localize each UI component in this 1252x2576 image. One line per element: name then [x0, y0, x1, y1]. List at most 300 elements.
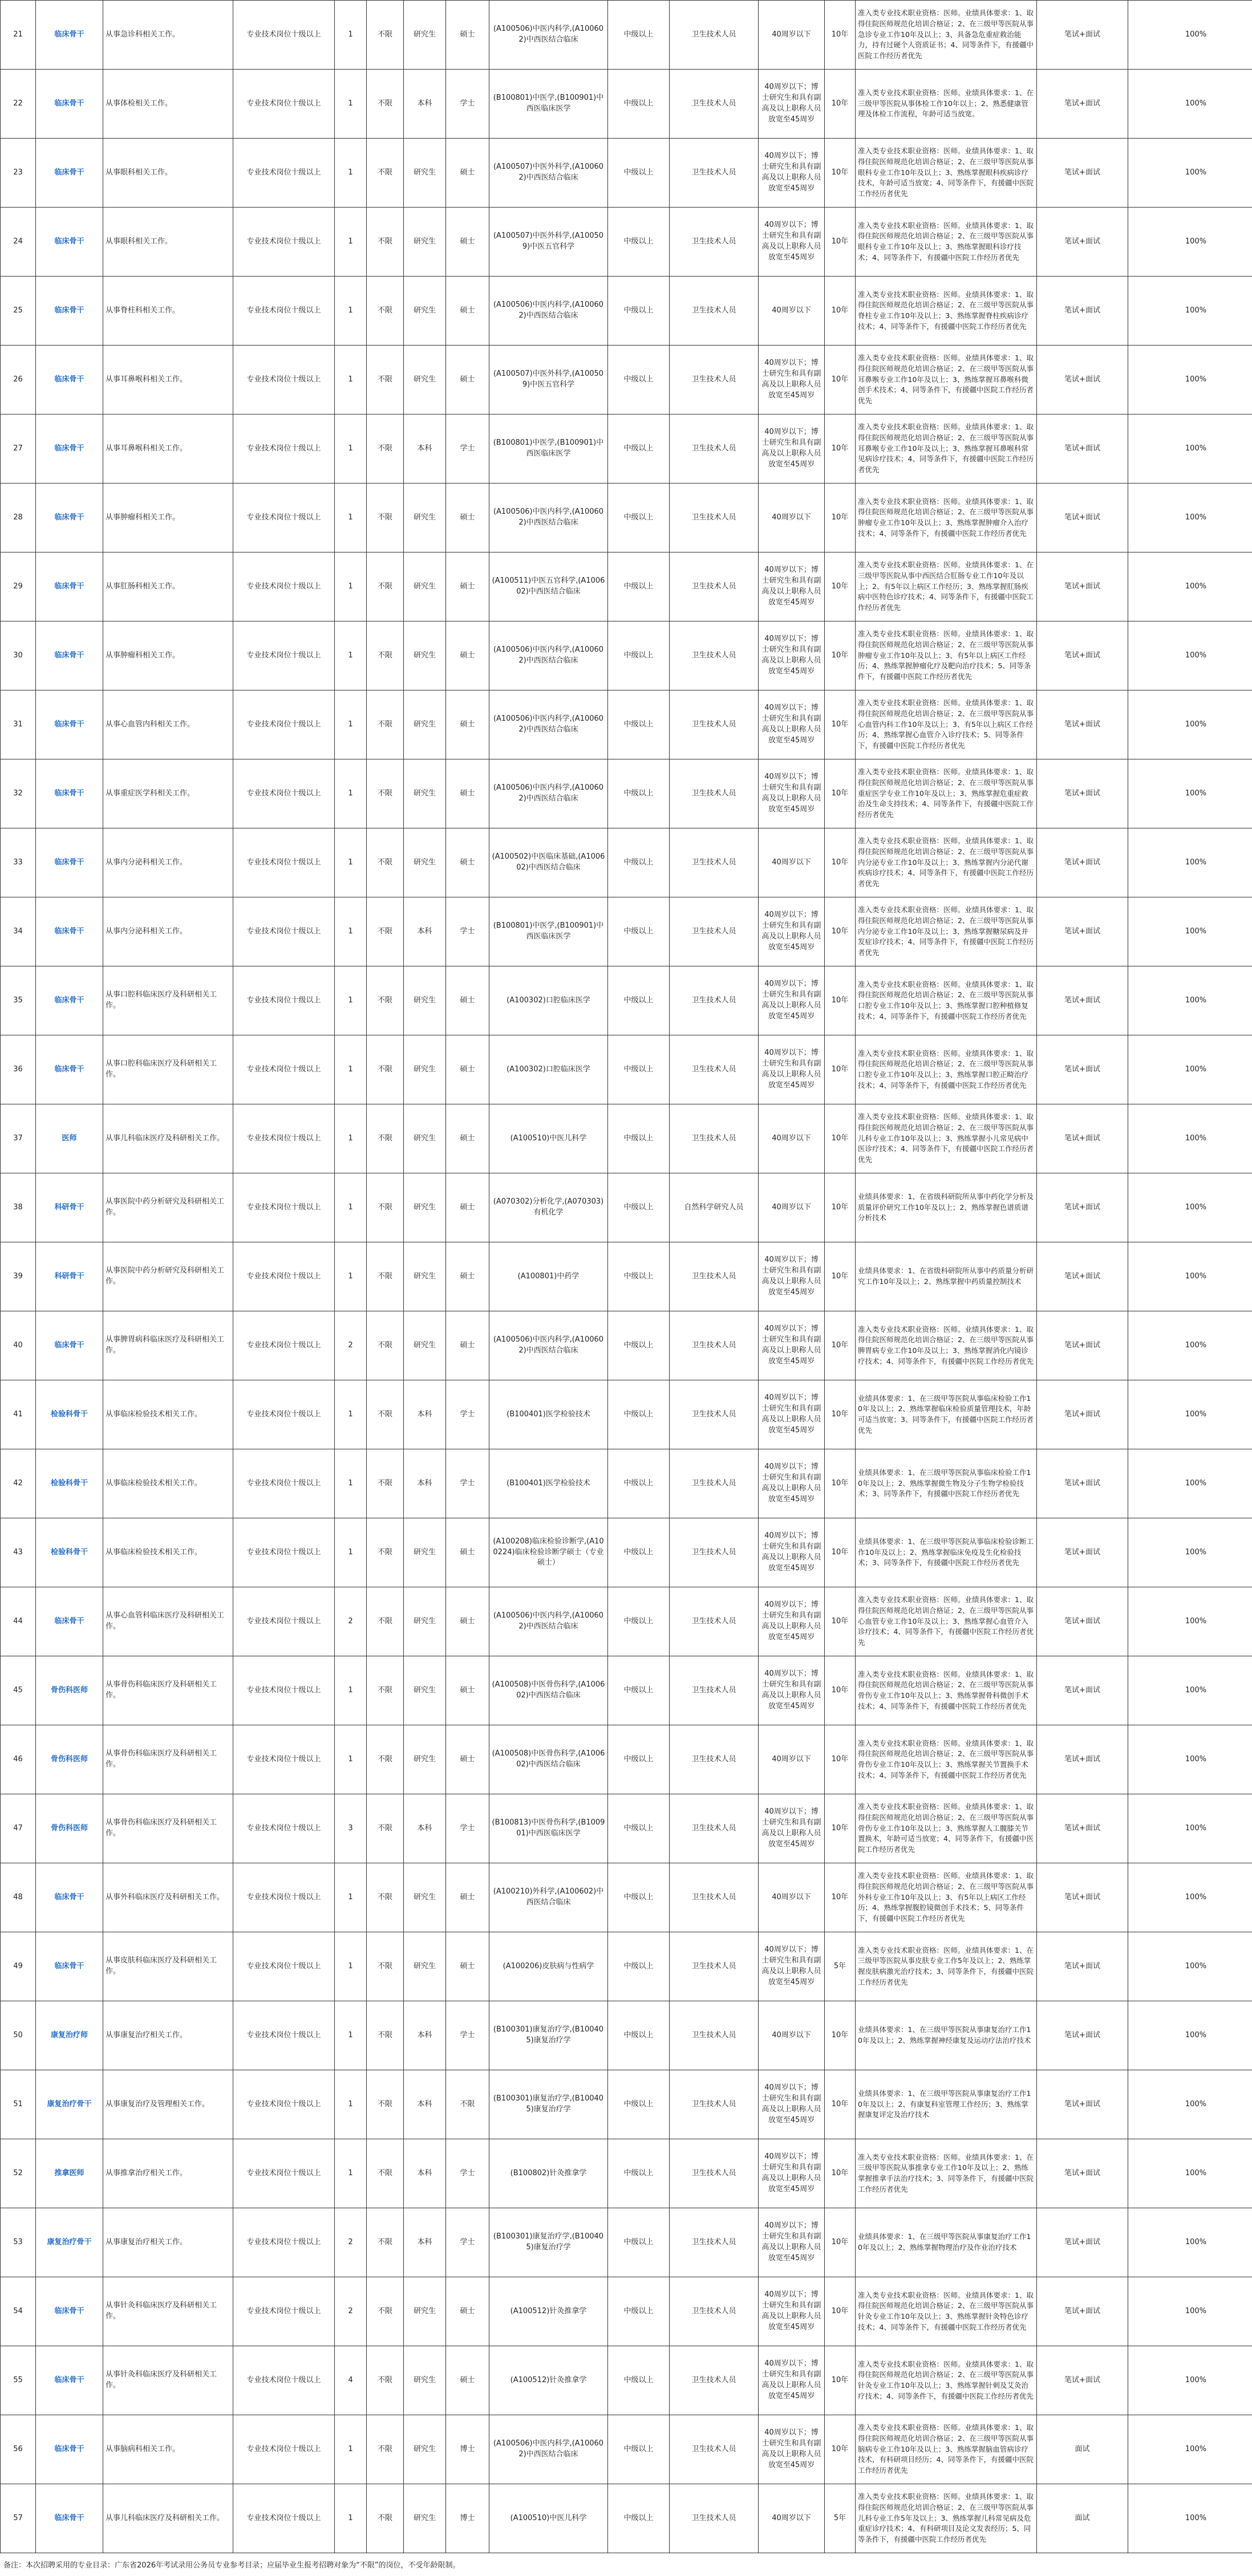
target-limit-cell: 不限 — [367, 2001, 404, 2070]
education-cell: 研究生 — [404, 1518, 446, 1587]
professional-title-cell: 中级以上 — [608, 346, 670, 415]
job-duty-cell: 从事康复治疗相关工作。 — [103, 2208, 233, 2277]
ratio-cell: 100% — [1128, 139, 1252, 208]
post-count-cell: 4 — [335, 2346, 367, 2415]
major-cell: (A100502)中医临床基础,(A100602)中西医结合临床 — [489, 828, 608, 897]
degree-cell: 硕士 — [446, 690, 489, 759]
unit-name-link[interactable]: 康复治疗骨干 — [47, 2237, 92, 2246]
degree-cell: 学士 — [446, 1794, 489, 1863]
work-years-cell: 10年 — [825, 552, 856, 621]
unit-name-link[interactable]: 科研骨干 — [54, 1202, 84, 1212]
table-row — [1, 346, 1252, 415]
ratio-cell: 100% — [1128, 1449, 1252, 1518]
exam-method-cell: 笔试+面试 — [1037, 2001, 1128, 2070]
ratio-cell: 100% — [1128, 2139, 1252, 2208]
qualification-cell: 卫生技术人员 — [670, 759, 759, 828]
row-number-cell: 50 — [1, 2001, 36, 2070]
row-number-cell: 27 — [1, 415, 36, 483]
table-row — [1, 690, 1252, 759]
unit-name-link[interactable]: 临床骨干 — [54, 2306, 84, 2315]
major-cell: (A100206)皮肤病与性病学 — [489, 1932, 608, 2001]
unit-name-link[interactable]: 临床骨干 — [54, 927, 84, 936]
degree-cell: 博士 — [446, 2415, 489, 2484]
age-limit-cell: 40周岁以下 — [759, 1, 825, 70]
work-years-cell: 10年 — [825, 2070, 856, 2139]
work-years-cell: 10年 — [825, 1518, 856, 1587]
major-cell: (B100301)康复治疗学,(B100405)康复治疗学 — [489, 2208, 608, 2277]
unit-name-link[interactable]: 临床骨干 — [54, 375, 84, 384]
target-limit-cell: 不限 — [367, 2139, 404, 2208]
unit-name-cell — [36, 1311, 103, 1380]
post-count-cell: 1 — [335, 346, 367, 415]
target-limit-cell: 不限 — [367, 70, 404, 139]
ratio-cell: 100% — [1128, 1380, 1252, 1449]
unit-name-cell — [36, 2208, 103, 2277]
target-limit-cell: 不限 — [367, 552, 404, 621]
job-duty-cell: 从事口腔科临床医疗及科研相关工作。 — [103, 966, 233, 1035]
table-row — [1, 1311, 1252, 1380]
post-count-cell: 2 — [335, 1311, 367, 1380]
age-limit-cell: 40周岁以下 — [759, 483, 825, 552]
unit-name-link[interactable]: 临床骨干 — [54, 720, 84, 729]
post-count-cell: 1 — [335, 1173, 367, 1242]
degree-cell: 硕士 — [446, 828, 489, 897]
job-duty-cell: 从事内分泌科相关工作。 — [103, 828, 233, 897]
education-cell: 研究生 — [404, 2415, 446, 2484]
table-row — [1, 2415, 1252, 2484]
table-row — [1, 2346, 1252, 2415]
exam-method-cell: 笔试+面试 — [1037, 2070, 1128, 2139]
ratio-cell: 100% — [1128, 1587, 1252, 1656]
unit-name-link[interactable]: 检验科骨干 — [50, 1547, 88, 1557]
education-cell: 研究生 — [404, 2346, 446, 2415]
unit-name-link[interactable]: 临床骨干 — [54, 996, 84, 1005]
major-cell: (A100506)中医内科学,(A100602)中西医结合临床 — [489, 277, 608, 346]
requirements-cell: 业绩具体要求：1、在三级甲等医院从事康复治疗工作10年及以上；2、有康复科室管理工作经历；3、熟练掌握康复评定及治疗技术 — [856, 2070, 1037, 2139]
professional-title-cell: 中级以上 — [608, 1863, 670, 1932]
unit-name-cell — [36, 1725, 103, 1794]
requirements-cell: 准入类专业技术职业资格：医师。业绩具体要求：1、取得住院医师规范化培训合格证；2、在三级甲等医院从事针灸专业工作10年及以上；3、熟练掌握针灸特色诊疗技术；4、同等条件下，有援疆中医院工作经历者优先 — [856, 2277, 1037, 2346]
major-cell: (B100301)康复治疗学,(B100405)康复治疗学 — [489, 2001, 608, 2070]
major-cell: (A100506)中医内科学,(A100602)中西医结合临床 — [489, 759, 608, 828]
age-limit-cell: 40周岁以下；博士研究生和具有副高及以上职称人员放宽至45周岁 — [759, 621, 825, 690]
work-years-cell: 10年 — [825, 208, 856, 277]
row-number-cell: 29 — [1, 552, 36, 621]
requirements-cell: 准入类专业技术职业资格：医师。业绩具体要求：1、取得住院医师规范化培训合格证；2、在三级甲等医院从事心血管内科工作10年及以上；3、有5年以上病区工作经历；4、熟练掌握心血管介入诊疗技术；5、同等条件下，有援疆中医院工作经历者优先 — [856, 690, 1037, 759]
job-duty-cell: 从事眼科相关工作。 — [103, 139, 233, 208]
unit-name-link[interactable]: 检验科骨干 — [50, 1409, 88, 1419]
table-row — [1, 2070, 1252, 2139]
ratio-cell: 100% — [1128, 1, 1252, 70]
requirements-cell: 准入类专业技术职业资格：医师。业绩具体要求：1、取得住院医师规范化培训合格证；2、在三级甲等医院从事内分泌专业工作10年及以上；3、熟练掌握内分泌代谢疾病诊疗技术；4、同等条件下，有援疆中医院工作经历者优先 — [856, 828, 1037, 897]
degree-cell: 硕士 — [446, 2346, 489, 2415]
unit-name-link[interactable]: 临床骨干 — [54, 1340, 84, 1350]
unit-name-link[interactable]: 临床骨干 — [54, 1616, 84, 1626]
degree-cell: 硕士 — [446, 1, 489, 70]
major-cell: (A100208)临床检验诊断学,(A100224)临床检验诊断学硕士（专业硕士） — [489, 1518, 608, 1587]
degree-cell: 硕士 — [446, 1656, 489, 1725]
age-limit-cell: 40周岁以下；博士研究生和具有副高及以上职称人员放宽至45周岁 — [759, 415, 825, 483]
unit-name-link[interactable]: 康复治疗师 — [50, 2030, 88, 2039]
education-cell: 研究生 — [404, 552, 446, 621]
education-cell: 本科 — [404, 1380, 446, 1449]
row-number-cell: 47 — [1, 1794, 36, 1863]
education-cell: 研究生 — [404, 1863, 446, 1932]
work-years-cell: 10年 — [825, 2001, 856, 2070]
unit-name-cell — [36, 2070, 103, 2139]
post-type-cell: 专业技术岗位十级以上 — [233, 552, 335, 621]
unit-name-cell — [36, 828, 103, 897]
education-cell: 研究生 — [404, 277, 446, 346]
work-years-cell: 10年 — [825, 828, 856, 897]
age-limit-cell: 40周岁以下 — [759, 2001, 825, 2070]
post-count-cell: 1 — [335, 966, 367, 1035]
post-type-cell: 专业技术岗位十级以上 — [233, 1449, 335, 1518]
qualification-cell: 卫生技术人员 — [670, 1794, 759, 1863]
major-cell: (A100302)口腔临床医学 — [489, 1035, 608, 1104]
age-limit-cell: 40周岁以下；博士研究生和具有副高及以上职称人员放宽至45周岁 — [759, 70, 825, 139]
age-limit-cell: 40周岁以下；博士研究生和具有副高及以上职称人员放宽至45周岁 — [759, 759, 825, 828]
target-limit-cell: 不限 — [367, 139, 404, 208]
row-number-cell: 25 — [1, 277, 36, 346]
education-cell: 研究生 — [404, 2484, 446, 2553]
post-count-cell: 1 — [335, 483, 367, 552]
job-duty-cell: 从事心血管内科相关工作。 — [103, 690, 233, 759]
education-cell: 本科 — [404, 897, 446, 966]
table-row — [1, 828, 1252, 897]
target-limit-cell: 不限 — [367, 1587, 404, 1656]
qualification-cell: 卫生技术人员 — [670, 1587, 759, 1656]
table-row — [1, 1104, 1252, 1173]
job-duty-cell: 从事口腔科临床医疗及科研相关工作。 — [103, 1035, 233, 1104]
unit-name-link[interactable]: 骨伤科医师 — [50, 1823, 88, 1833]
unit-name-link[interactable]: 骨伤科医师 — [50, 1685, 88, 1695]
exam-method-cell: 笔试+面试 — [1037, 1311, 1128, 1380]
requirements-cell: 准入类专业技术职业资格：医师。业绩具体要求：1、在三级甲等医院从事中西医结合肛肠专业工作10年及以上；2、有5年以上病区工作经历；3、熟练掌握肛肠疾病中医特色诊疗技术；4、同等条件下，有援疆中医院工作经历者优先 — [856, 552, 1037, 621]
requirements-cell: 准入类专业技术职业资格：医师。业绩具体要求：1、取得住院医师规范化培训合格证；2、在三级甲等医院从事心血管专业工作10年及以上；3、熟练掌握心血管介入诊疗技术；4、同等条件下，有援疆中医院工作经历者优先 — [856, 1587, 1037, 1656]
row-number-cell: 57 — [1, 2484, 36, 2553]
post-type-cell: 专业技术岗位十级以上 — [233, 690, 335, 759]
unit-name-link[interactable]: 康复治疗骨干 — [47, 2099, 92, 2108]
job-duty-cell: 从事心血管科临床医疗及科研相关工作。 — [103, 1587, 233, 1656]
ratio-cell: 100% — [1128, 1932, 1252, 2001]
work-years-cell: 10年 — [825, 621, 856, 690]
table-row — [1, 1656, 1252, 1725]
work-years-cell: 10年 — [825, 1173, 856, 1242]
age-limit-cell: 40周岁以下；博士研究生和具有副高及以上职称人员放宽至45周岁 — [759, 1587, 825, 1656]
age-limit-cell: 40周岁以下；博士研究生和具有副高及以上职称人员放宽至45周岁 — [759, 1794, 825, 1863]
exam-method-cell: 笔试+面试 — [1037, 690, 1128, 759]
ratio-cell: 100% — [1128, 2415, 1252, 2484]
table-row — [1, 1380, 1252, 1449]
qualification-cell: 卫生技术人员 — [670, 1, 759, 70]
exam-method-cell: 笔试+面试 — [1037, 2139, 1128, 2208]
professional-title-cell: 中级以上 — [608, 208, 670, 277]
table-row — [1, 1518, 1252, 1587]
job-duty-cell: 从事骨伤科临床医疗及科研相关工作。 — [103, 1725, 233, 1794]
exam-method-cell: 笔试+面试 — [1037, 1380, 1128, 1449]
unit-name-cell — [36, 621, 103, 690]
post-count-cell: 1 — [335, 70, 367, 139]
requirements-cell: 业绩具体要求：1、在省级科研院所从事中药质量分析研究工作10年及以上；2、熟练掌握中药质量控制技术 — [856, 1242, 1037, 1311]
unit-name-link[interactable]: 临床骨干 — [54, 789, 84, 798]
unit-name-link[interactable]: 临床骨干 — [54, 858, 84, 867]
ratio-cell: 100% — [1128, 208, 1252, 277]
degree-cell: 硕士 — [446, 1587, 489, 1656]
education-cell: 研究生 — [404, 1104, 446, 1173]
unit-name-link[interactable]: 临床骨干 — [54, 99, 84, 108]
qualification-cell: 卫生技术人员 — [670, 2208, 759, 2277]
post-count-cell: 1 — [335, 1863, 367, 1932]
unit-name-link[interactable]: 临床骨干 — [54, 168, 84, 177]
major-cell: (B100801)中医学,(B100901)中西医临床医学 — [489, 70, 608, 139]
post-count-cell: 1 — [335, 1725, 367, 1794]
work-years-cell: 10年 — [825, 483, 856, 552]
age-limit-cell: 40周岁以下；博士研究生和具有副高及以上职称人员放宽至45周岁 — [759, 2346, 825, 2415]
education-cell: 本科 — [404, 2070, 446, 2139]
target-limit-cell: 不限 — [367, 1173, 404, 1242]
work-years-cell: 10年 — [825, 2277, 856, 2346]
professional-title-cell: 中级以上 — [608, 2001, 670, 2070]
row-number-cell: 45 — [1, 1656, 36, 1725]
degree-cell: 硕士 — [446, 1242, 489, 1311]
post-count-cell: 1 — [335, 690, 367, 759]
major-cell: (A100506)中医内科学,(A100602)中西医结合临床 — [489, 690, 608, 759]
requirements-cell: 准入类专业技术职业资格：医师。业绩具体要求：1、在三级甲等医院从事体检工作10年以上；2、熟悉健康管理及体检工作流程，年龄可适当放宽。 — [856, 70, 1037, 139]
post-count-cell: 1 — [335, 621, 367, 690]
unit-name-link[interactable]: 临床骨干 — [54, 651, 84, 660]
post-type-cell: 专业技术岗位十级以上 — [233, 1518, 335, 1587]
age-limit-cell: 40周岁以下；博士研究生和具有副高及以上职称人员放宽至45周岁 — [759, 2415, 825, 2484]
job-duty-cell: 从事康复治疗及管理相关工作。 — [103, 2070, 233, 2139]
qualification-cell: 卫生技术人员 — [670, 1725, 759, 1794]
ratio-cell: 100% — [1128, 346, 1252, 415]
row-number-cell: 51 — [1, 2070, 36, 2139]
age-limit-cell: 40周岁以下；博士研究生和具有副高及以上职称人员放宽至45周岁 — [759, 346, 825, 415]
unit-name-link[interactable]: 临床骨干 — [54, 582, 84, 591]
requirements-cell: 准入类专业技术职业资格：医师。业绩具体要求：1、在三级甲等医院从事皮肤专业工作5年及以上；2、熟练掌握皮肤病激光治疗技术；3、同等条件下，有援疆中医院工作经历者优先 — [856, 1932, 1037, 2001]
job-duty-cell: 从事肿瘤科相关工作。 — [103, 483, 233, 552]
ratio-cell: 100% — [1128, 1863, 1252, 1932]
target-limit-cell: 不限 — [367, 1104, 404, 1173]
unit-name-cell — [36, 966, 103, 1035]
post-type-cell: 专业技术岗位十级以上 — [233, 1, 335, 70]
age-limit-cell: 40周岁以下；博士研究生和具有副高及以上职称人员放宽至45周岁 — [759, 690, 825, 759]
professional-title-cell: 中级以上 — [608, 277, 670, 346]
requirements-cell: 准入类专业技术职业资格：医师。业绩具体要求：1、取得住院医师规范化培训合格证；2、在三级甲等医院从事内分泌专业工作10年及以上；3、熟练掌握糖尿病及并发症诊疗技术；4、同等条件下，有援疆中医院工作经历者优先 — [856, 897, 1037, 966]
unit-name-link[interactable]: 临床骨干 — [54, 2375, 84, 2384]
ratio-cell: 100% — [1128, 2208, 1252, 2277]
unit-name-cell — [36, 897, 103, 966]
exam-method-cell: 笔试+面试 — [1037, 1242, 1128, 1311]
unit-name-cell — [36, 208, 103, 277]
row-number-cell: 56 — [1, 2415, 36, 2484]
target-limit-cell: 不限 — [367, 759, 404, 828]
job-duty-cell: 从事脾胃病科临床医疗及科研相关工作。 — [103, 1311, 233, 1380]
exam-method-cell: 笔试+面试 — [1037, 552, 1128, 621]
unit-name-cell — [36, 552, 103, 621]
table-row — [1, 759, 1252, 828]
exam-method-cell: 笔试+面试 — [1037, 1104, 1128, 1173]
work-years-cell: 10年 — [825, 2139, 856, 2208]
professional-title-cell: 中级以上 — [608, 70, 670, 139]
post-type-cell: 专业技术岗位十级以上 — [233, 2139, 335, 2208]
education-cell: 研究生 — [404, 759, 446, 828]
post-type-cell: 专业技术岗位十级以上 — [233, 2415, 335, 2484]
row-number-cell: 55 — [1, 2346, 36, 2415]
post-type-cell: 专业技术岗位十级以上 — [233, 415, 335, 483]
work-years-cell: 10年 — [825, 346, 856, 415]
education-cell: 本科 — [404, 1449, 446, 1518]
post-count-cell: 1 — [335, 1104, 367, 1173]
unit-name-link[interactable]: 临床骨干 — [54, 30, 84, 39]
exam-method-cell: 笔试+面试 — [1037, 1518, 1128, 1587]
requirements-cell: 准入类专业技术职业资格：医师。业绩具体要求：1、取得住院医师规范化培训合格证；2、在三级甲等医院从事脑病专业工作10年及以上；3、熟练掌握脑血管病诊疗技术，有科研项目经历；4、同等条件下，有援疆中医院工作经历者优先 — [856, 2415, 1037, 2484]
age-limit-cell: 40周岁以下；博士研究生和具有副高及以上职称人员放宽至45周岁 — [759, 1449, 825, 1518]
qualification-cell: 卫生技术人员 — [670, 1104, 759, 1173]
row-number-cell: 41 — [1, 1380, 36, 1449]
age-limit-cell: 40周岁以下；博士研究生和具有副高及以上职称人员放宽至45周岁 — [759, 208, 825, 277]
row-number-cell: 30 — [1, 621, 36, 690]
requirements-cell: 业绩具体要求：1、在三级甲等医院从事康复治疗工作10年及以上；2、熟练掌握物理治疗及作业治疗技术 — [856, 2208, 1037, 2277]
unit-name-link[interactable]: 临床骨干 — [54, 306, 84, 315]
professional-title-cell: 中级以上 — [608, 1035, 670, 1104]
education-cell: 研究生 — [404, 828, 446, 897]
post-type-cell: 专业技术岗位十级以上 — [233, 1725, 335, 1794]
unit-name-link[interactable]: 临床骨干 — [54, 2444, 84, 2453]
education-cell: 研究生 — [404, 1173, 446, 1242]
major-cell: (A100801)中药学 — [489, 1242, 608, 1311]
major-cell: (B100801)中医学,(B100901)中西医临床医学 — [489, 897, 608, 966]
ratio-cell: 100% — [1128, 966, 1252, 1035]
education-cell: 研究生 — [404, 346, 446, 415]
unit-name-cell — [36, 70, 103, 139]
row-number-cell: 37 — [1, 1104, 36, 1173]
table-row — [1, 139, 1252, 208]
degree-cell: 学士 — [446, 2001, 489, 2070]
major-cell: (B100401)医学检验技术 — [489, 1449, 608, 1518]
unit-name-link[interactable]: 检验科骨干 — [50, 1478, 88, 1488]
professional-title-cell: 中级以上 — [608, 1242, 670, 1311]
education-cell: 研究生 — [404, 483, 446, 552]
post-count-cell: 1 — [335, 1932, 367, 2001]
unit-name-cell — [36, 1, 103, 70]
professional-title-cell: 中级以上 — [608, 2484, 670, 2553]
post-count-cell: 1 — [335, 415, 367, 483]
requirements-cell: 准入类专业技术职业资格：医师。业绩具体要求：1、取得住院医师规范化培训合格证；2、在三级甲等医院从事眼科专业工作10年及以上；3、熟练掌握眼科诊疗技术；4、同等条件下，有援疆中医院工作经历者优先 — [856, 208, 1037, 277]
professional-title-cell: 中级以上 — [608, 759, 670, 828]
age-limit-cell: 40周岁以下；博士研究生和具有副高及以上职称人员放宽至45周岁 — [759, 1656, 825, 1725]
degree-cell: 学士 — [446, 897, 489, 966]
major-cell: (A100507)中医外科学,(A100509)中医五官科学 — [489, 346, 608, 415]
unit-name-link[interactable]: 临床骨干 — [54, 513, 84, 522]
unit-name-link[interactable]: 临床骨干 — [54, 2513, 84, 2522]
professional-title-cell: 中级以上 — [608, 1725, 670, 1794]
professional-title-cell: 中级以上 — [608, 1380, 670, 1449]
qualification-cell: 卫生技术人员 — [670, 966, 759, 1035]
row-number-cell: 36 — [1, 1035, 36, 1104]
ratio-cell: 100% — [1128, 1518, 1252, 1587]
unit-name-cell — [36, 2277, 103, 2346]
job-duty-cell: 从事体检相关工作。 — [103, 70, 233, 139]
requirements-cell: 准入类专业技术职业资格：医师。业绩具体要求：1、取得住院医师规范化培训合格证；2、在三级甲等医院从事外科专业工作10年及以上；3、有5年以上病区工作经历；4、熟练掌握腹腔镜微创手术技术；5、同等条件下，有援疆中医院工作经历者优先 — [856, 1863, 1037, 1932]
unit-name-link[interactable]: 临床骨干 — [54, 237, 84, 246]
post-type-cell: 专业技术岗位十级以上 — [233, 2277, 335, 2346]
unit-name-link[interactable]: 临床骨干 — [54, 1961, 84, 1970]
age-limit-cell: 40周岁以下；博士研究生和具有副高及以上职称人员放宽至45周岁 — [759, 2208, 825, 2277]
exam-method-cell: 笔试+面试 — [1037, 70, 1128, 139]
exam-method-cell: 笔试+面试 — [1037, 966, 1128, 1035]
work-years-cell: 10年 — [825, 1587, 856, 1656]
job-duty-cell: 从事骨伤科临床医疗及科研相关工作。 — [103, 1656, 233, 1725]
unit-name-link[interactable]: 医师 — [62, 1133, 77, 1143]
education-cell: 本科 — [404, 2139, 446, 2208]
unit-name-cell — [36, 2484, 103, 2553]
unit-name-link[interactable]: 临床骨干 — [54, 444, 84, 453]
job-duty-cell: 从事肿瘤科相关工作。 — [103, 621, 233, 690]
qualification-cell: 卫生技术人员 — [670, 1518, 759, 1587]
ratio-cell: 100% — [1128, 828, 1252, 897]
table-row — [1, 1725, 1252, 1794]
unit-name-link[interactable]: 临床骨干 — [54, 1892, 84, 1901]
requirements-cell: 准入类专业技术职业资格：医师。业绩具体要求：1、取得住院医师规范化培训合格证；2、在三级甲等医院从事骨伤专业工作10年及以上；3、熟练掌握人工髋膝关节置换术，年龄可适当放宽；4、同等条件下，有援疆中医院工作经历者优先 — [856, 1794, 1037, 1863]
unit-name-cell — [36, 2139, 103, 2208]
education-cell: 研究生 — [404, 1242, 446, 1311]
target-limit-cell: 不限 — [367, 897, 404, 966]
ratio-cell: 100% — [1128, 2346, 1252, 2415]
unit-name-link[interactable]: 骨伤科医师 — [50, 1754, 88, 1764]
work-years-cell: 10年 — [825, 2208, 856, 2277]
post-count-cell: 2 — [335, 1587, 367, 1656]
unit-name-link[interactable]: 科研骨干 — [54, 1271, 84, 1281]
exam-method-cell: 笔试+面试 — [1037, 1587, 1128, 1656]
post-type-cell: 专业技术岗位十级以上 — [233, 2001, 335, 2070]
row-number-cell: 53 — [1, 2208, 36, 2277]
age-limit-cell: 40周岁以下；博士研究生和具有副高及以上职称人员放宽至45周岁 — [759, 552, 825, 621]
row-number-cell: 24 — [1, 208, 36, 277]
unit-name-cell — [36, 1932, 103, 2001]
post-type-cell: 专业技术岗位十级以上 — [233, 1794, 335, 1863]
degree-cell: 硕士 — [446, 1932, 489, 2001]
qualification-cell: 卫生技术人员 — [670, 1242, 759, 1311]
major-cell: (A100510)中医儿科学 — [489, 1104, 608, 1173]
unit-name-cell — [36, 2415, 103, 2484]
table-row — [1, 552, 1252, 621]
ratio-cell: 100% — [1128, 621, 1252, 690]
unit-name-link[interactable]: 推拿医师 — [54, 2168, 84, 2177]
target-limit-cell: 不限 — [367, 277, 404, 346]
ratio-cell: 100% — [1128, 2070, 1252, 2139]
row-number-cell: 21 — [1, 1, 36, 70]
exam-method-cell: 笔试+面试 — [1037, 1, 1128, 70]
unit-name-cell — [36, 483, 103, 552]
degree-cell: 学士 — [446, 415, 489, 483]
exam-method-cell: 面试 — [1037, 2415, 1128, 2484]
row-number-cell: 54 — [1, 2277, 36, 2346]
qualification-cell: 卫生技术人员 — [670, 2001, 759, 2070]
professional-title-cell: 中级以上 — [608, 552, 670, 621]
degree-cell: 硕士 — [446, 1311, 489, 1380]
age-limit-cell: 40周岁以下 — [759, 2484, 825, 2553]
post-type-cell: 专业技术岗位十级以上 — [233, 828, 335, 897]
unit-name-link[interactable]: 临床骨干 — [54, 1064, 84, 1074]
post-count-cell: 1 — [335, 1035, 367, 1104]
major-cell: (B100401)医学检验技术 — [489, 1380, 608, 1449]
qualification-cell: 卫生技术人员 — [670, 2139, 759, 2208]
job-duty-cell: 从事医院中药分析研究及科研相关工作。 — [103, 1242, 233, 1311]
professional-title-cell: 中级以上 — [608, 1587, 670, 1656]
exam-method-cell: 笔试+面试 — [1037, 2208, 1128, 2277]
